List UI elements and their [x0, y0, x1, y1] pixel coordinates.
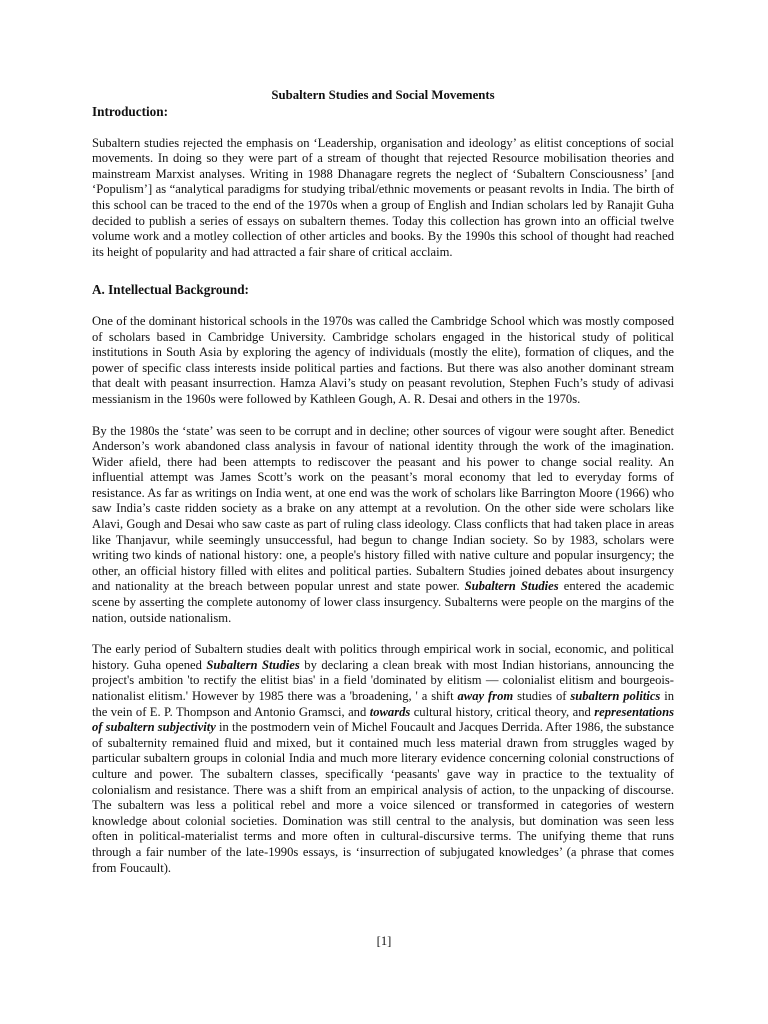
- paragraph-text: studies of: [517, 689, 567, 703]
- emphasis-away-from: away from: [457, 689, 514, 703]
- emphasis-towards: towards: [369, 704, 411, 719]
- document-page: [92, 88, 674, 876]
- paragraph-text: The early period of Subaltern studies dealt with politics through empirical work in social, economic, and political history. Guha opened: [92, 642, 674, 672]
- emphasis-subaltern-politics: subaltern politics: [570, 689, 661, 703]
- intellectual-background-heading: A. Intellectual Background:: [92, 282, 249, 298]
- paragraph-text: By the 1980s the ‘state’ was seen to be corrupt and in decline; other sources of vigour were sought after. Benedict Anderson’s work abandoned class analysis in favour of national identity through the work of the imagination. Wider afield, there had been attempts to rediscover the peasant and his power to change social reality. An influential attempt was James Scott’s work on the peasant’s moral economy that led to everyday forms of resistance. As far as writings on India went, at one end was the work of scholars like Barrington Moore (1966) who saw India’s caste ridden society as a brake on any attempt at a revolution. On the other side were scholars like Alavi, Gough and Desai who saw caste as part of ruling class ideology. Class conflicts that had taken place in areas like Thanjavur, while seemingly unsuccessful, had begun to change Indian society. So by 1983, scholars were writing two kinds of national history: one, a people's history filled with native culture and popular insurgency; the other, an official history filled with elites and political parties. Subaltern Studies joined debates about insurgency and nationality at the breach between popular unrest and state power.: [92, 423, 674, 594]
- state-decline-paragraph: [92, 424, 674, 627]
- paragraph-text: in the vein of E. P. Thompson and Antonio Gramsci, and: [92, 689, 675, 719]
- emphasis-subaltern-studies: Subaltern Studies: [206, 657, 300, 672]
- paragraph-text: cultural history, critical theory, and: [413, 704, 591, 719]
- page-number: [1]: [376, 934, 392, 948]
- cambridge-school-paragraph: One of the dominant historical schools in the 1970s was called the Cambridge School which was mostly composed of scholars based in Cambridge University. Cambridge scholars engaged in the historical study of political institutions in South Asia by exploring the agency of individuals (mostly the elite), formation of cliques, and the power of specific class interests inside political parties and factions. But there was also another dominant stream that dealt with peasant insurrection. Hamza Alavi’s study on peasant revolution, Stephen Fuch’s study of adivasi messianism in the 1960s were followed by Kathleen Gough, A. R. Desai and others in the 1970s.: [92, 313, 674, 406]
- emphasis-subaltern-studies: Subaltern Studies: [464, 579, 559, 594]
- paragraph-text: by declaring a clean break with most Indian historians, announcing the project's ambition 'to rectify the elitist bias' in a field 'dominated by elitism — colonialist elitism and bourgeois-nationalist elitism.' However by 1985 there was a 'broadening, ' a shift: [92, 657, 674, 703]
- document-title: Subaltern Studies and Social Movements: [271, 88, 495, 102]
- paragraph-text: entered the academic scene by asserting the complete autonomy of lower class insurgency. Subalterns were people on the margins of the nation, outside nationalism.: [92, 579, 674, 625]
- introduction-paragraph: Subaltern studies rejected the emphasis on ‘Leadership, organisation and ideology’ as elitist conceptions of social movements. In doing so they were part of a stream of thought that rejected Resource mobilisation theories and mainstream Marxist analyses. Writing in 1988 Dhanagare regrets the neglect of ‘Subaltern Consciousness’ [and ‘Populism’] as “analytical paradigms for studying tribal/ethnic movements or peasant revolts in India. The birth of this school can be traced to the end of the 1970s when a group of English and Indian scholars led by Ranajit Guha decided to publish a series of essays on subaltern themes. Today this collection has grown into an official twelve volume work and a motley collection of other articles and books. By the 1990s this school of thought had reached its height of popularity and had attracted a fair share of critical acclaim.: [92, 135, 674, 259]
- emphasis-representations: representations of subaltern subjectivity: [92, 704, 674, 735]
- introduction-heading: Introduction:: [92, 104, 168, 119]
- paragraph-text: in the postmodern vein of Michel Foucault and Jacques Derrida. After 1986, the substance of subalternity remained fluid and mixed, but it contained much less material drawn from struggles waged by particular subaltern groups in colonial India and much more literary evidence concerning colonial constructions of culture and power. The subaltern classes, specifically ‘peasants' gave way in practice to the textuality of colonialism and resistance. There was a shift from an empirical analysis of action, to the unpacking of discourse. The subaltern was less a political rebel and more a voice silenced or transformed in categories of western knowledge about colonial societies. Domination was still central to the analysis, but domination was seen less often in political-materialist terms and more often in cultural-discursive terms. The unifying theme that runs through a fair number of the late-1990s essays, is ‘insurrection of subjugated knowledges’ (a phrase that comes from Foucault).: [92, 720, 675, 875]
- early-period-paragraph: [92, 642, 674, 876]
